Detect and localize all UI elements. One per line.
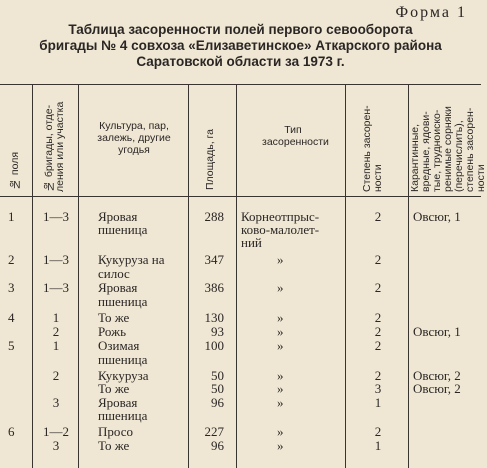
cell-brigade: 1 [52, 310, 60, 325]
table-title [0, 22, 481, 70]
cell-degree: 2 [374, 324, 382, 339]
cell-area: 50 [211, 368, 224, 383]
cell-culture: пшеница [98, 294, 148, 309]
cell-field: 1 [8, 209, 15, 224]
cell-degree: 2 [374, 252, 382, 267]
cell-weeds: Овсюг, 2 [413, 381, 461, 396]
cell-type: » [277, 338, 284, 353]
cell-culture: Яровая [98, 395, 138, 410]
cell-brigade: 2 [52, 368, 60, 383]
cell-weeds: Овсюг, 2 [413, 368, 461, 383]
cell-culture: силос [98, 266, 130, 281]
col-divider-1 [32, 84, 33, 468]
header-culture: Культура, пар, залежь, другие угодья [97, 120, 171, 156]
cell-culture: Кукуруза [98, 368, 149, 383]
cell-degree: 3 [374, 381, 382, 396]
title-line-1: Таблица засоренности полей первого севооборота [68, 22, 413, 37]
cell-culture: То же [98, 438, 130, 453]
cell-type: » [277, 252, 284, 267]
header-field-number: № поля [9, 151, 21, 190]
cell-brigade: 1—2 [43, 424, 69, 439]
cell-brigade: 1—3 [43, 209, 69, 224]
header-brigade-number: № бригады, отде- ления или участка [43, 101, 66, 192]
cell-type: Корнеотпрыс- [241, 209, 320, 224]
cell-culture: То же [98, 381, 130, 396]
cell-area: 288 [204, 209, 224, 224]
cell-brigade: 1 [52, 338, 60, 353]
cell-weeds: Овсюг, 1 [413, 324, 461, 339]
cell-degree: 2 [374, 368, 382, 383]
cell-type: » [277, 310, 284, 325]
cell-area: 93 [211, 324, 224, 339]
cell-culture: Яровая [98, 209, 138, 224]
cell-type: » [277, 424, 284, 439]
cell-culture: Озимая [98, 338, 140, 353]
cell-type: » [277, 368, 284, 383]
form-number: Форма 1 [395, 4, 467, 21]
col-divider-2 [78, 84, 79, 468]
cell-degree: 2 [374, 424, 382, 439]
cell-field: 3 [8, 280, 15, 295]
cell-area: 227 [204, 424, 224, 439]
cell-type: » [277, 395, 284, 410]
cell-area: 130 [204, 310, 224, 325]
cell-field: 5 [8, 338, 15, 353]
cell-degree: 2 [374, 310, 382, 325]
cell-type: » [277, 324, 284, 339]
cell-field: 4 [8, 310, 15, 325]
cell-brigade: 3 [52, 438, 60, 453]
header-weediness-type: Тип засоренности [262, 124, 329, 148]
cell-culture: пшеница [98, 352, 148, 367]
cell-degree: 1 [374, 438, 382, 453]
title-line-2: бригады № 4 совхоза «Елизаветинское» Аткарского района [39, 38, 442, 53]
cell-brigade: 1—3 [43, 280, 69, 295]
header-quarantine-weeds: Карантинные, вредные, ядови- тые, трудноиско- ренимые сорняки (перечислить), степень засорен- ности [409, 106, 487, 192]
cell-weeds: Овсюг, 1 [413, 209, 461, 224]
title-line-3: Саратовской области за 1973 г. [136, 54, 345, 69]
cell-brigade: 2 [52, 324, 60, 339]
cell-field: 6 [8, 424, 15, 439]
cell-type: ний [241, 235, 262, 250]
col-divider-4 [236, 84, 237, 468]
cell-culture: Кукуруза на [98, 252, 165, 267]
cell-type: » [277, 381, 284, 396]
cell-culture: Просо [98, 424, 133, 439]
cell-area: 347 [204, 252, 224, 267]
col-divider-5 [345, 84, 346, 468]
cell-culture: Рожь [98, 324, 126, 339]
cell-culture: То же [98, 310, 130, 325]
cell-culture: пшеница [98, 222, 148, 237]
cell-brigade: 3 [52, 395, 60, 410]
col-divider-3 [188, 84, 189, 468]
cell-area: 386 [204, 280, 224, 295]
cell-field: 2 [8, 252, 15, 267]
cell-type: » [277, 438, 284, 453]
cell-area: 96 [211, 395, 224, 410]
header-weediness-degree: Степень засорен- ности [361, 105, 384, 192]
cell-culture: пшеница [98, 408, 148, 423]
header-area: Площадь, га [204, 129, 216, 190]
cell-type: » [277, 280, 284, 295]
cell-degree: 2 [374, 338, 382, 353]
cell-degree: 1 [374, 395, 382, 410]
cell-degree: 2 [374, 209, 382, 224]
cell-area: 100 [204, 338, 224, 353]
cell-culture: Яровая [98, 280, 138, 295]
cell-area: 50 [211, 381, 224, 396]
cell-type: ково-малолет- [241, 222, 320, 237]
cell-brigade: 1—3 [43, 252, 69, 267]
cell-degree: 2 [374, 280, 382, 295]
cell-area: 96 [211, 438, 224, 453]
